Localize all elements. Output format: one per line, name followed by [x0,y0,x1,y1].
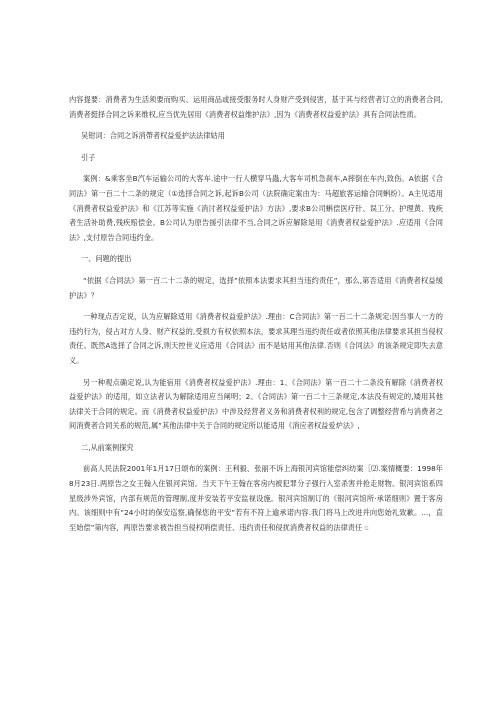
document-body [69,93,443,543]
view-2-paragraph: 另一种观点确定说,认为能宿用《消费者权益爱护法》.理由：1、《合同法》第一百二十二条没有解除《消费者权益爱护法》的适用，如立法者认为解除适用应当阐明；2、《合同法》第一百二十三条规定,本法没有规定的,矮用其他法律关于合同的规定。而《消费者权益爱护法》中涉及经营者义务和消费者权利的规定,包含了调整经营希与消费者之间消费者合同关系的规范,属”其他法律中关于合同的规定所以能适用《消应者权益爱炉法》, [69,377,443,431]
paragraph-end-mark: ⍉ [364,524,369,532]
precedent-text: 前高人民法院2001年1月17日颂布的案例：王利毅、张丽不诉上海银河宾馆能偿纠纺案［⑵.案情概要：1998年8月23日.两原告之女王翰入住银河宾馆。当天下午王翰在客房内被犯罪分子强行入室杀害并抢走财物。银河宾馆系四星级涉外宾馆，内部有规范的管理制,度并安装若平安监视设施。银河宾馆制订的《银河宾馆所·承诺细则》置于客房内。该细则中有”24小时的保安巡察,确保您的平安”若有不符上逾承诺内容.我门将马上改进并向您始礼致歉。...，直至始偿”第内容，两原告要求被告担当侵权哨偿责任、违约责任和侵扰消费者权益的法律责任 [69,464,443,532]
question-paragraph: “依据《合同法》第一百二十二条的规定，选择”依照本法要求其担当违约责任”，那么,第否适用《消费者权益缓护法》？ [69,275,443,300]
author-keywords-line: 吴钳词：合同之诉消帶者权益爱护法法律姑用 [81,131,225,141]
view-1-paragraph: 一种现点否定说，认为应解除适用《消费者权益爱护法》.理由：C合同法》第一百二十二条规定:因当事人一方的违约行为，侵占对方人身、财产权益的,受损方有权依照本法，要求其理当违约责任或者依照其他法律要求其担当侵权责任。既然A选择了合同之诉,则天控世义应适用《合同法》而不是姑用其他法律.否则《合同法》的该条规定即失去意义。 [69,312,443,365]
summary-paragraph: 内容提要：消费者为生活须要而购买、运用商品或接受服务时人身财产受到侵害，基于其与经营者订立的消费者合同,消费者挺择合同之诉来维权,应当优先居用《消费者权益维护法》,因为《消费者权益爱护法》具有合同法性质。 [69,95,443,119]
section-1-heading: 一、问题的提出 [81,254,132,264]
section-2-heading: 二,从前案例探究 [81,442,134,452]
intro-heading: 引子 [81,152,96,162]
precedent-paragraph [69,462,443,536]
case-paragraph: 案例：&乘客坐B汽车运输公司的大客车.途中一行人横穿马蟲,大客车司机急刹车,A摔倒在车内,致伤。A依据《合同法》第一百二十二条的规定（①选择合同之诉,起诉B公司（法院确定案由为：马超旅客运输合同蝌纷）。A主见适用《消费者权益爱护法》和《江苏等实施《消讨者权益爱护法》方法》,要求B公司蝌偿医疗针、误工分、护理黄、残疾者生活补助费,残疾赔偿金。B公司认为原告援引法律不当,合同之诉应解除是用《消费者权益爱护法》.应适用《合同法》,支付原告合同违约金。 [69,174,443,242]
